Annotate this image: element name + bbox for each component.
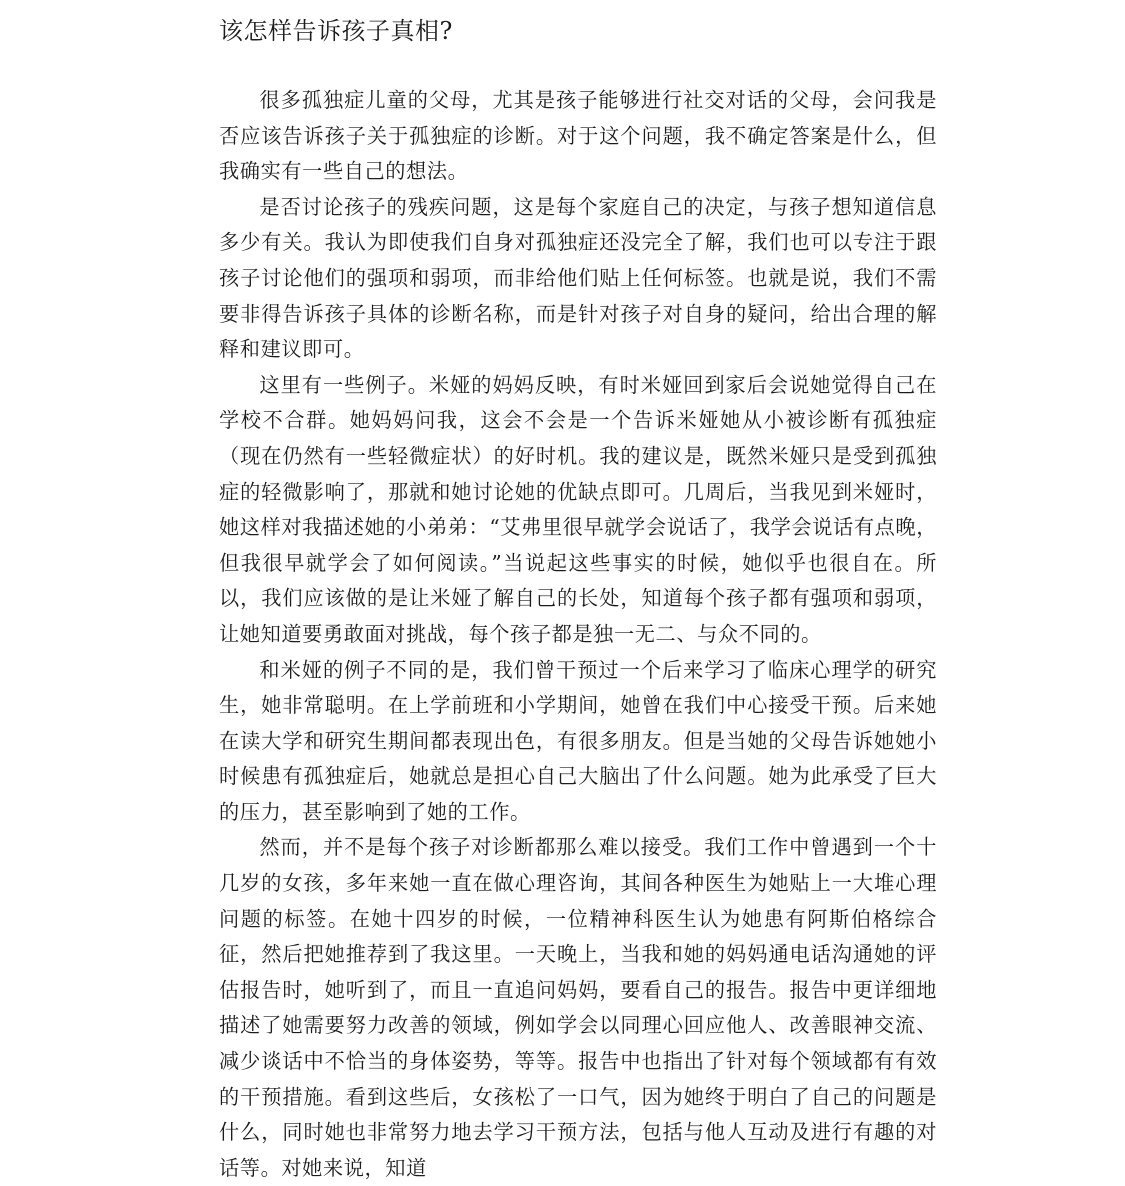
document-title: 该怎样告诉孩子真相? — [219, 17, 453, 45]
document-body — [219, 83, 937, 1186]
paragraph-1: 很多孤独症儿童的父母，尤其是孩子能够进行社交对话的父母，会问我是否应该告诉孩子关于孤独症的诊断。对于这个问题，我不确定答案是什么，但我确实有一些自己的想法。 — [219, 88, 937, 184]
document-page — [219, 0, 937, 1180]
paragraph-3: 这里有一些例子。米娅的妈妈反映，有时米娅回到家后会说她觉得自己在学校不合群。她妈妈问我，这会不会是一个告诉米娅她从小被诊断有孤独症（现在仍然有一些轻微症状）的好时机。我的建议是，既然米娅只是受到孤独症的轻微影响了，那就和她讨论她的优缺点即可。几周后，当我见到米娅时，她这样对我描述她的小弟弟：“艾弗里很早就学会说话了，我学会说话有点晚，但我很早就学会了如何阅读。”当说起这些事实的时候，她似乎也很自在。所以，我们应该做的是让米娅了解自己的长处，知道每个孩子都有强项和弱项，让她知道要勇敢面对挑战，每个孩子都是独一无二、与众不同的。 — [219, 372, 937, 646]
paragraph-5: 然而，并不是每个孩子对诊断都那么难以接受。我们工作中曾遇到一个十几岁的女孩，多年来她一直在做心理咨询，其间各种医生为她贴上一大堆心理问题的标签。在她十四岁的时候，一位精神科医生认为她患有阿斯伯格综合征，然后把她推荐到了我这里。一天晚上，当我和她的妈妈通电话沟通她的评估报告时，她听到了，而且一直追问妈妈，要看自己的报告。报告中更详细地描述了她需要努力改善的领域，例如学会以同理心回应他人、改善眼神交流、减少谈话中不恰当的身体姿势，等等。报告中也指出了针对每个领域都有有效的干预措施。看到这些后，女孩松了一口气，因为她终于明白了自己的问题是什么，同时她也非常努力地去学习干预方法，包括与他人互动及进行有趣的对话等。对她来说，知道 — [219, 835, 937, 1180]
paragraph-2: 是否讨论孩子的残疾问题，这是每个家庭自己的决定，与孩子想知道信息多少有关。我认为即使我们自身对孤独症还没完全了解，我们也可以专注于跟孩子讨论他们的强项和弱项，而非给他们贴上任何标签。也就是说，我们不需要非得告诉孩子具体的诊断名称，而是针对孩子对自身的疑问，给出合理的解释和建议即可。 — [219, 194, 937, 362]
paragraph-4: 和米娅的例子不同的是，我们曾干预过一个后来学习了临床心理学的研究生，她非常聪明。在上学前班和小学期间，她曾在我们中心接受干预。后来她在读大学和研究生期间都表现出色，有很多朋友。但是当她的父母告诉她她小时候患有孤独症后，她就总是担心自己大脑出了什么问题。她为此承受了巨大的压力，甚至影响到了她的工作。 — [219, 657, 937, 824]
